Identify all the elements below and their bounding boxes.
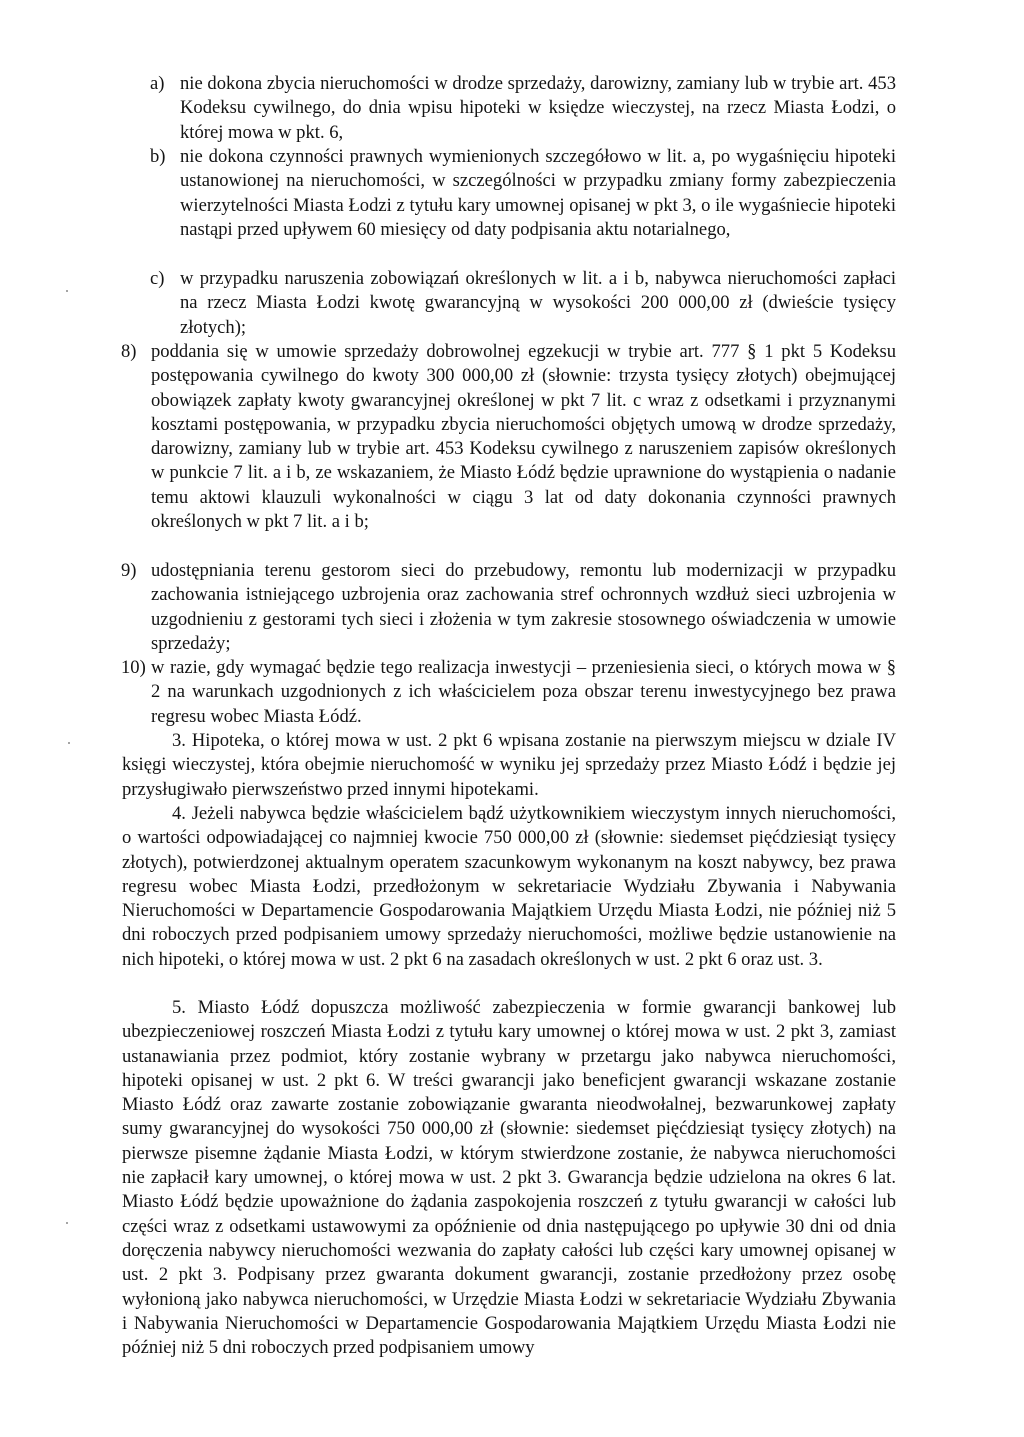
item-text-10: w razie, gdy wymagać będzie tego realizacja inwestycji – przeniesienia sieci, o których mowa w § 2 na warunkach uzgodnionych z ich właścicielem poza obszar terenu inwestycyjnego bez prawa regresu wobec Miasta Łódź. [151, 657, 896, 727]
item-text-b: nie dokona czynności prawnych wymienionych szczegółowo w lit. a, po wygaśnięciu hipoteki ustanowionej na nieruchomości, w szczególności w przypadku zmiany formy zabezpieczenia wierzytelności Miasta Łodzi z tytułu kary umownej opisanej w pkt 3, o ile wygaśniecie hipoteki nastąpi przed upływem 60 miesięcy od daty podpisania aktu notarialnego, [180, 146, 896, 240]
scan-speck [66, 290, 68, 292]
paragraph-4: 4. Jeżeli nabywca będzie właścicielem bądź użytkownikiem wieczystym innych nieruchomości, o wartości odpowiadającej co najmniej kwocie 750 000,00 zł (słownie: siedemset pięćdziesiąt tysięcy złotych), potwierdzonej aktualnym operatem szacunkowym wykonanym na koszt nabywcy, bez prawa regresu wobec Miasta Łodzi, przedłożonym w sekretariacie Wydziału Zbywania i Nabywania Nieruchomości w Departamencie Gospodarowania Majątkiem Urzędu Miasta Łodzi, nie później niż 5 dni roboczych przed podpisaniem umowy sprzedaży nieruchomości, możliwe będzie ustanowienie na nich hipoteki, o której mowa w ust. 2 pkt 6 na zasadach określonych w ust. 2 pkt 6 oraz ust. 3. [122, 803, 896, 970]
item-label-c: c) [150, 268, 165, 289]
item-text-a: nie dokona zbycia nieruchomości w drodze sprzedaży, darowizny, zamiany lub w trybie art. 453 Kodeksu cywilnego, do dnia wpisu hipoteki w księdze wieczystej, na rzecz Miasta Łodzi, o której mowa w pkt. 6, [180, 73, 896, 143]
item-text-9: udostępniania terenu gestorom sieci do przebudowy, remontu lub modernizacji w przypadku zachowania istniejącego uzbrojenia oraz zachowania stref ochronnych wzdłuż sieci uzbrojenia w uzgodnieniu z gestorami tych sieci i złożenia w tym zakresie stosownego oświadczenia w umowie sprzedaży; [151, 560, 896, 654]
item-label-10: 10) [121, 657, 146, 678]
item-text-8: poddania się w umowie sprzedaży dobrowolnej egzekucji w trybie art. 777 § 1 pkt 5 Kodeksu postępowania cywilnego do kwoty 300 000,00 zł (słownie: trzysta tysięcy złotych) obejmującej obowiązek zapłaty kwoty gwarancyjnej określonej w pkt 7 lit. c wraz z odsetkami i przyznanymi kosztami postępowania, w przypadku zbycia nieruchomości objętych umową w drodze sprzedaży, darowizny, zamiany lub w trybie art. 453 Kodeksu cywilnego z naruszeniem zapisów określonych w punkcie 7 lit. a i b, ze wskazaniem, że Miasto Łódź będzie uprawnione do wystąpienia o nadanie temu aktowi klauzuli wykonalności w ciągu 3 lat od daty dokonania czynności prawnych określonych w pkt 7 lit. a i b; [151, 341, 896, 533]
item-label-9: 9) [121, 560, 137, 581]
scan-speck [66, 1222, 68, 1224]
scan-speck [68, 742, 70, 744]
item-label-8: 8) [121, 341, 137, 362]
paragraph-3: 3. Hipoteka, o której mowa w ust. 2 pkt 6 wpisana zostanie na pierwszym miejscu w dziale IV księgi wieczystej, która obejmie nieruchomość w wyniku jej sprzedaży przez Miasto Łódź i będzie jej przysługiwało pierwszeństwo przed innymi hipotekami. [122, 730, 896, 800]
paragraph-5: 5. Miasto Łódź dopuszcza możliwość zabezpieczenia w formie gwarancji bankowej lub ubezpieczeniowej roszczeń Miasta Łodzi z tytułu kary umownej o której mowa w ust. 2 pkt 3, zamiast ustanawiania przez podmiot, który zostanie wybrany w przetargu jako nabywca nieruchomości, hipoteki opisanej w ust. 2 pkt 6. W treści gwarancji jako beneficjent gwarancji wskazane zostanie Miasto Łódź oraz zawarte zostanie zobowiązanie gwaranta nieodwołalnej, bezwarunkowej zapłaty sumy gwarancyjnej do wysokości 750 000,00 zł (słownie: siedemset pięćdziesiąt tysięcy złotych) na pierwsze pisemne żądanie Miasta Łodzi, w którym stwierdzone zostanie, że nabywca nieruchomości nie zapłacił kary umownej, o której mowa w ust. 2 pkt 3. Gwarancja będzie udzielona na okres 6 lat. Miasto Łódź będzie upoważnione do żądania zaspokojenia roszczeń z tytułu gwarancji w całości lub części wraz z odsetkami ustawowymi za opóźnienie od dnia następującego po upływie 30 dni od dnia doręczenia nabywcy nieruchomości wezwania do zapłaty całości lub części kary umownej opisanej w ust. 2 pkt 3. Podpisany przez gwaranta dokument gwarancji, zostanie przedłożony przez osobę wyłonioną jako nabywca nieruchomości, w Urzędzie Miasta Łodzi w sekretariacie Wydziału Zbywania i Nabywania Nieruchomości w Departamencie Gospodarowania Majątkiem Urzędu Miasta Łodzi nie później niż 5 dni roboczych przed podpisaniem umowy [122, 997, 896, 1359]
item-label-b: b) [150, 146, 166, 167]
item-text-c: w przypadku naruszenia zobowiązań określonych w lit. a i b, nabywca nieruchomości zapłaci na rzecz Miasta Łodzi kwotę gwarancyjną w wysokości 200 000,00 zł (dwieście tysięcy złotych); [180, 268, 896, 338]
item-label-a: a) [150, 73, 165, 94]
